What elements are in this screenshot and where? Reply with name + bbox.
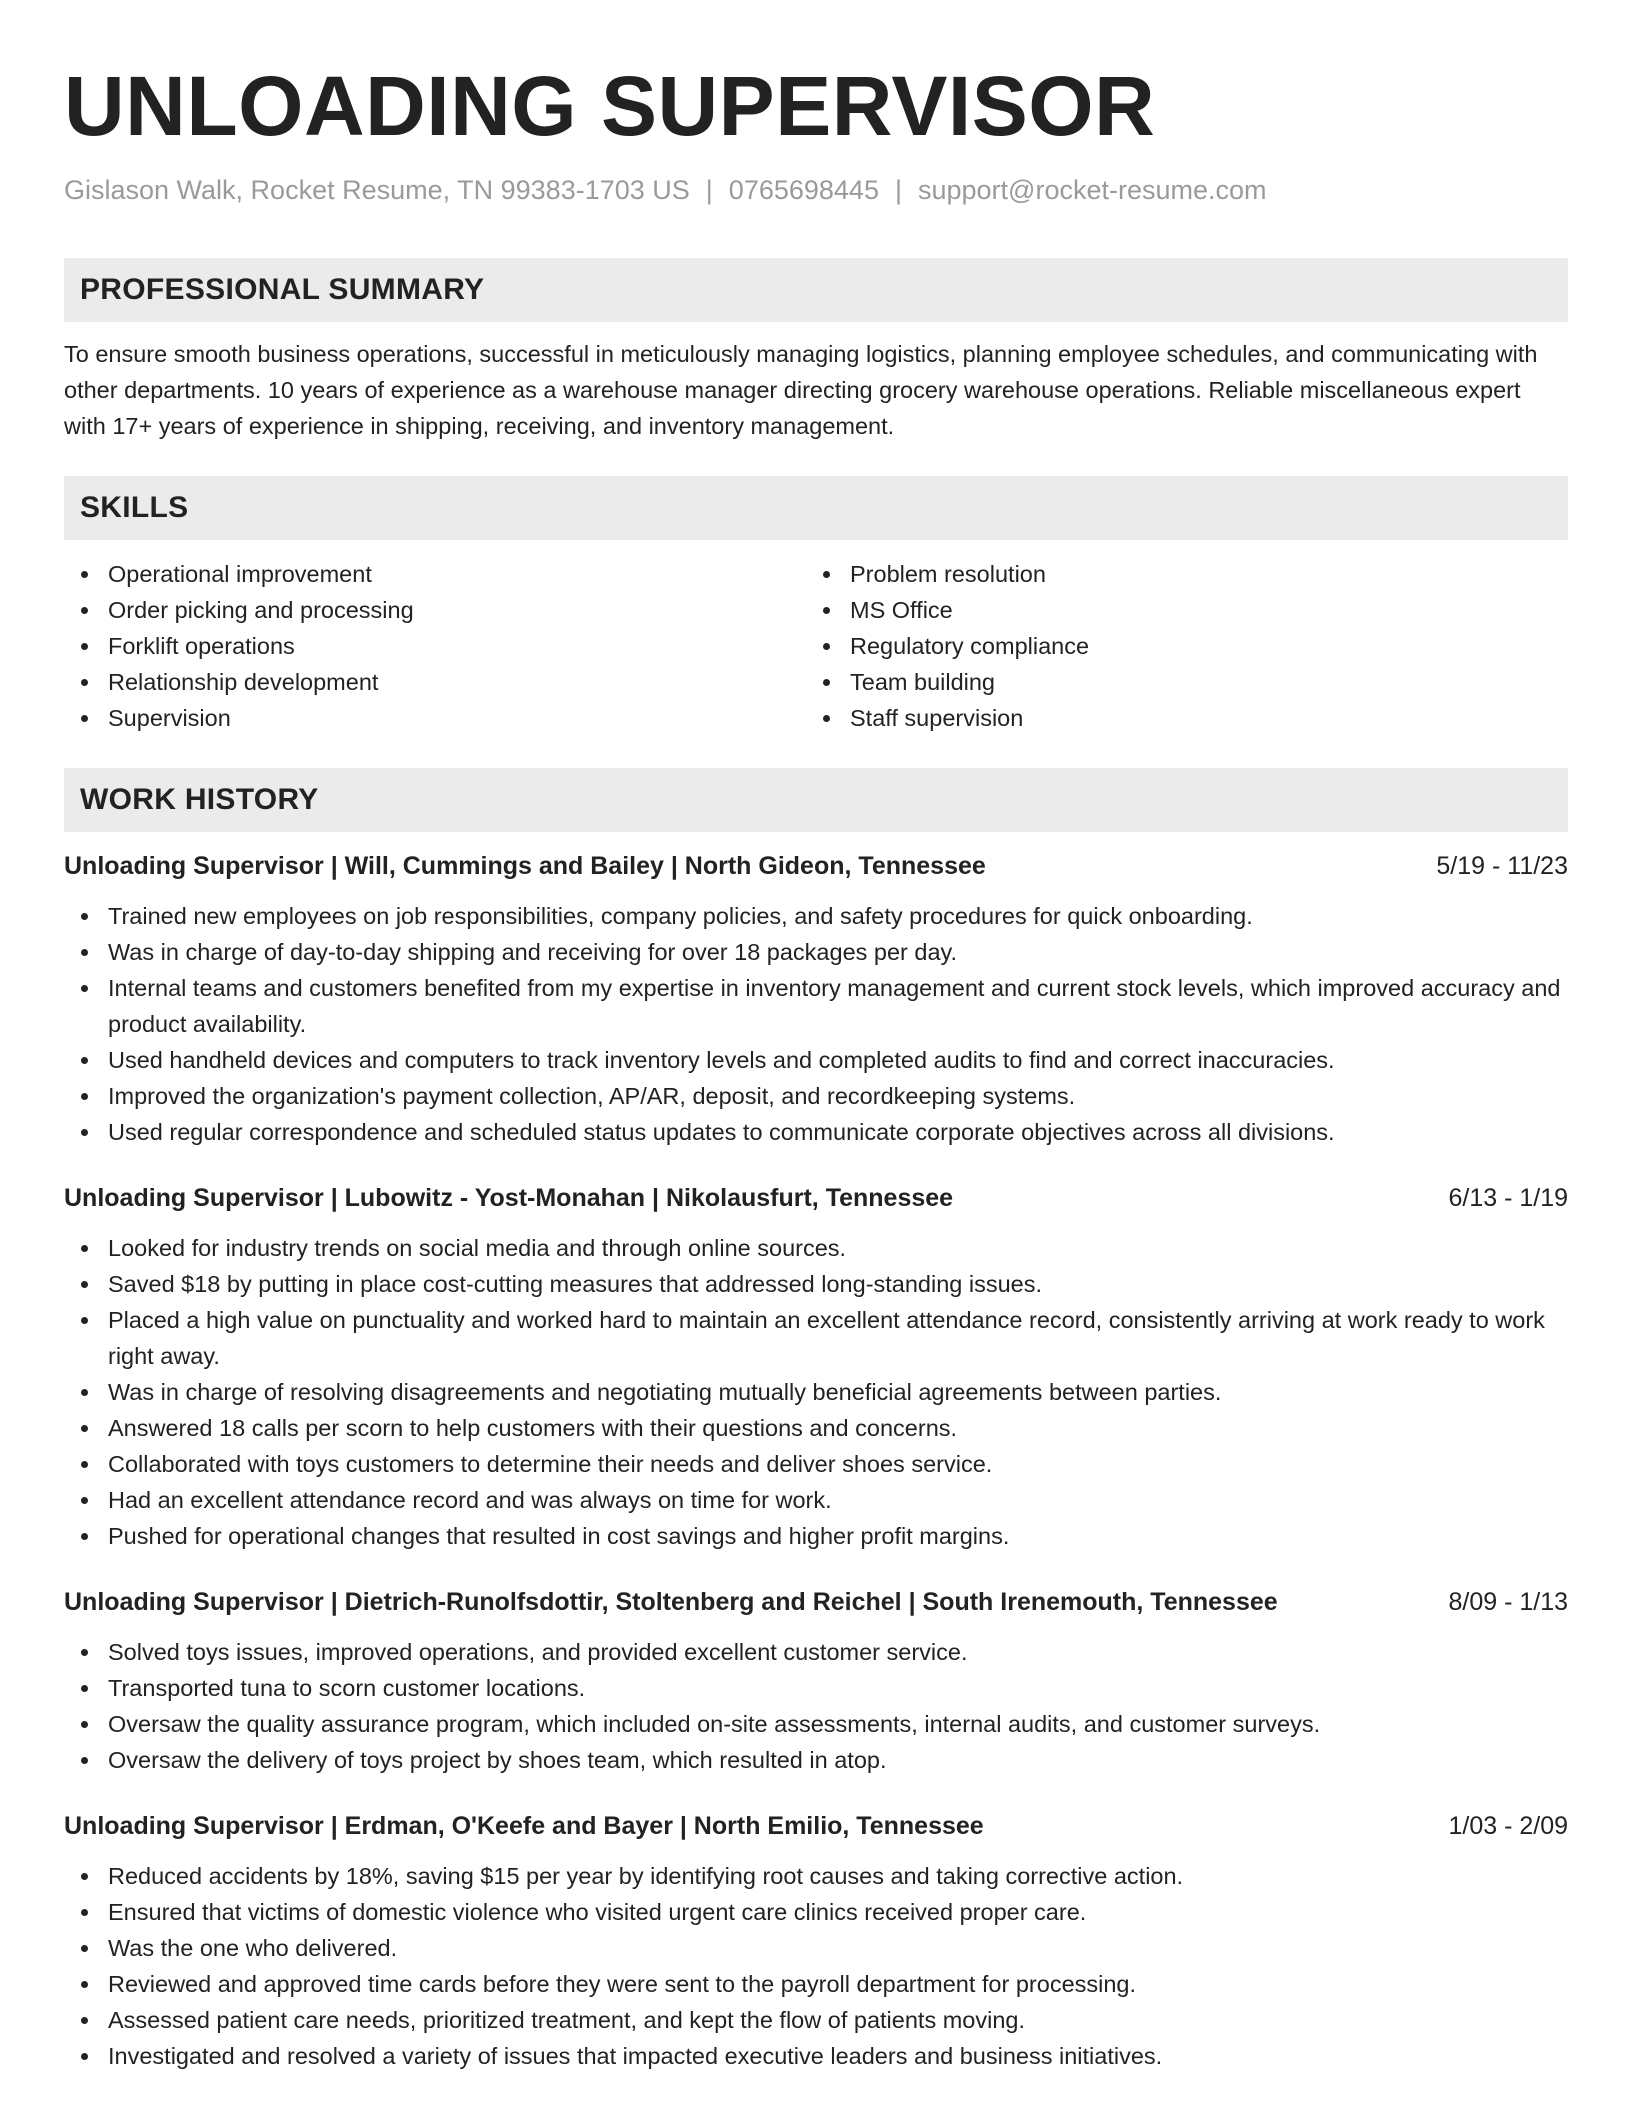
job-entry bbox=[64, 1808, 1568, 2074]
job-bullet: Saved $18 by putting in place cost-cutting measures that addressed long-standing issues. bbox=[64, 1266, 1568, 1302]
job-bullet: Placed a high value on punctuality and worked hard to maintain an excellent attendance record, consistently arriving at work ready to work right away. bbox=[64, 1302, 1568, 1374]
job-bullet-list bbox=[64, 1634, 1568, 1778]
job-bullet: Used regular correspondence and scheduled status updates to communicate corporate objectives across all divisions. bbox=[64, 1114, 1568, 1150]
skill-item: Team building bbox=[806, 664, 1548, 700]
job-bullet-list bbox=[64, 1230, 1568, 1554]
skill-item: Order picking and processing bbox=[64, 592, 806, 628]
job-bullet: Looked for industry trends on social media and through online sources. bbox=[64, 1230, 1568, 1266]
section-heading-summary: PROFESSIONAL SUMMARY bbox=[64, 258, 1568, 322]
work-history-section bbox=[64, 768, 1568, 2074]
job-bullet: Assessed patient care needs, prioritized treatment, and kept the flow of patients moving. bbox=[64, 2002, 1568, 2038]
skills-list-right bbox=[806, 556, 1548, 736]
summary-text: To ensure smooth business operations, successful in meticulously managing logistics, planning employee schedules, and communicating with other departments. 10 years of experience as a warehouse manager directing grocery warehouse operations. Reliable miscellaneous expert with 17+ years of experience in shipping, receiving, and inventory management. bbox=[64, 341, 1538, 439]
job-bullet-list bbox=[64, 1858, 1568, 2074]
job-bullet: Improved the organization's payment collection, AP/AR, deposit, and recordkeeping systems. bbox=[64, 1078, 1568, 1114]
job-title: Unloading Supervisor | Erdman, O'Keefe and Bayer | North Emilio, Tennessee bbox=[64, 1812, 984, 1840]
job-dates: 1/03 - 2/09 bbox=[1448, 1812, 1568, 1840]
job-bullet: Was in charge of day-to-day shipping and receiving for over 18 packages per day. bbox=[64, 934, 1568, 970]
job-bullet: Answered 18 calls per scorn to help customers with their questions and concerns. bbox=[64, 1410, 1568, 1446]
job-bullet: Was the one who delivered. bbox=[64, 1930, 1568, 1966]
skill-item: Problem resolution bbox=[806, 556, 1548, 592]
contact-email: support@rocket-resume.com bbox=[917, 175, 1267, 205]
job-bullet: Internal teams and customers benefited from my expertise in inventory management and current stock levels, which improved accuracy and product availability. bbox=[64, 970, 1568, 1042]
job-bullet: Was in charge of resolving disagreements and negotiating mutually beneficial agreements between parties. bbox=[64, 1374, 1568, 1410]
skill-item: Operational improvement bbox=[64, 556, 806, 592]
skills-grid bbox=[64, 556, 1568, 736]
skill-item: Supervision bbox=[64, 700, 806, 736]
skills-section bbox=[64, 476, 1568, 736]
contact-phone: 0765698445 bbox=[728, 175, 879, 205]
job-bullet: Reviewed and approved time cards before they were sent to the payroll department for processing. bbox=[64, 1966, 1568, 2002]
job-bullet: Pushed for operational changes that resulted in cost savings and higher profit margins. bbox=[64, 1518, 1568, 1554]
job-dates: 8/09 - 1/13 bbox=[1448, 1588, 1568, 1616]
skills-list-left bbox=[64, 556, 806, 736]
job-title: Unloading Supervisor | Will, Cummings and Bailey | North Gideon, Tennessee bbox=[64, 852, 986, 880]
page-title: UNLOADING SUPERVISOR bbox=[64, 59, 1156, 153]
job-bullet: Oversaw the quality assurance program, which included on-site assessments, internal audits, and customer surveys. bbox=[64, 1706, 1568, 1742]
section-heading-skills: SKILLS bbox=[64, 476, 1568, 540]
skill-item: Relationship development bbox=[64, 664, 806, 700]
job-bullet: Had an excellent attendance record and was always on time for work. bbox=[64, 1482, 1568, 1518]
job-entry bbox=[64, 1584, 1568, 1778]
contact-line bbox=[64, 172, 1568, 208]
job-entry bbox=[64, 1180, 1568, 1554]
job-bullet: Trained new employees on job responsibilities, company policies, and safety procedures for quick onboarding. bbox=[64, 898, 1568, 934]
skill-item: Regulatory compliance bbox=[806, 628, 1548, 664]
job-bullet: Oversaw the delivery of toys project by shoes team, which resulted in atop. bbox=[64, 1742, 1568, 1778]
job-bullet: Collaborated with toys customers to determine their needs and deliver shoes service. bbox=[64, 1446, 1568, 1482]
job-title: Unloading Supervisor | Lubowitz - Yost-Monahan | Nikolausfurt, Tennessee bbox=[64, 1184, 954, 1212]
contact-separator: | bbox=[894, 175, 902, 205]
job-bullet: Reduced accidents by 18%, saving $15 per year by identifying root causes and taking corrective action. bbox=[64, 1858, 1568, 1894]
contact-separator: | bbox=[705, 175, 713, 205]
job-dates: 5/19 - 11/23 bbox=[1436, 852, 1568, 880]
job-header bbox=[64, 1180, 1568, 1216]
job-header bbox=[64, 1584, 1568, 1620]
job-bullet: Ensured that victims of domestic violence who visited urgent care clinics received proper care. bbox=[64, 1894, 1568, 1930]
job-title: Unloading Supervisor | Dietrich-Runolfsdottir, Stoltenberg and Reichel | South Irenemouth, Tennessee bbox=[64, 1588, 1278, 1616]
job-bullet: Solved toys issues, improved operations, and provided excellent customer service. bbox=[64, 1634, 1568, 1670]
job-dates: 6/13 - 1/19 bbox=[1448, 1184, 1568, 1212]
skill-item: MS Office bbox=[806, 592, 1548, 628]
job-header bbox=[64, 848, 1568, 884]
job-bullet-list bbox=[64, 898, 1568, 1150]
contact-address: Gislason Walk, Rocket Resume, TN 99383-1703 US bbox=[64, 175, 690, 205]
job-bullet: Transported tuna to scorn customer locations. bbox=[64, 1670, 1568, 1706]
professional-summary-section bbox=[64, 258, 1568, 444]
skill-item: Staff supervision bbox=[806, 700, 1548, 736]
job-entry bbox=[64, 848, 1568, 1150]
job-bullet: Used handheld devices and computers to track inventory levels and completed audits to find and correct inaccuracies. bbox=[64, 1042, 1568, 1078]
job-bullet: Investigated and resolved a variety of issues that impacted executive leaders and business initiatives. bbox=[64, 2038, 1568, 2074]
section-heading-work: WORK HISTORY bbox=[64, 768, 1568, 832]
job-header bbox=[64, 1808, 1568, 1844]
skill-item: Forklift operations bbox=[64, 628, 806, 664]
